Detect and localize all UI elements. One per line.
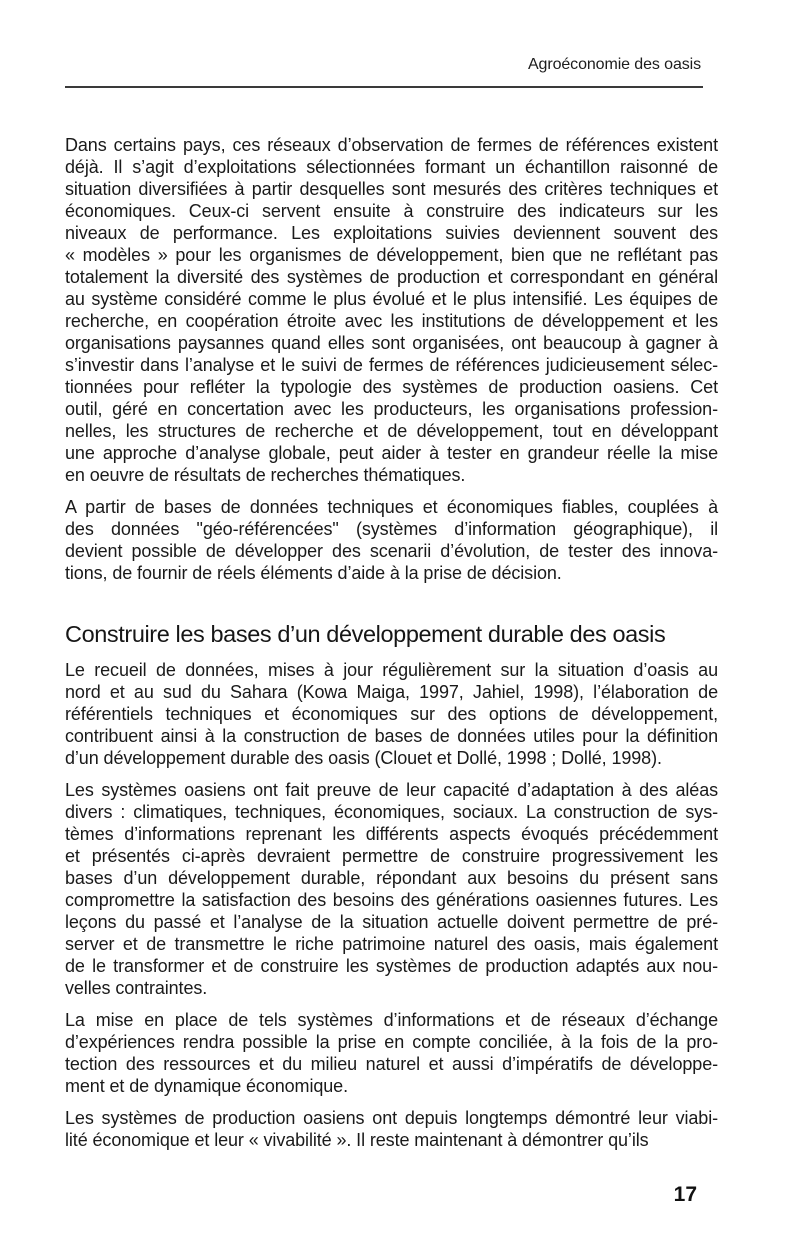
text-line: s’investir dans l’analyse et le suivi de fermes de références judicieusement sélec- [65, 355, 718, 375]
text-line: nord et au sud du Sahara (Kowa Maiga, 1997, Jahiel, 1998), l’élaboration de [65, 682, 718, 702]
text-line: ment et de dynamique économique. [65, 1076, 348, 1096]
text-line: A partir de bases de données techniques et économiques fiables, couplées à [65, 497, 718, 517]
text-line: La mise en place de tels systèmes d’informations et de réseaux d’échange [65, 1010, 718, 1030]
text-line: et présentés ci-après devraient permettre de construire progressivement les [65, 846, 718, 866]
text-line: Dans certains pays, ces réseaux d’observation de fermes de références existent [65, 135, 718, 155]
text-line: « modèles » pour les organismes de développement, bien que ne reflétant pas [65, 245, 718, 265]
text-line: des données "géo-référencées" (systèmes d’information géographique), il [65, 519, 718, 539]
text-line: d’expériences rendra possible la prise en compte conciliée, à la fois de la pro- [65, 1032, 718, 1052]
text-line: tionnées pour refléter la typologie des systèmes de production oasiens. Cet [65, 377, 718, 397]
page-body [65, 134, 718, 1161]
text-line: server et de transmettre le riche patrimoine naturel des oasis, mais également [65, 934, 718, 954]
text-line: référentiels techniques et économiques sur des options de développement, [65, 704, 718, 724]
text-line: devient possible de développer des scenarii d’évolution, de tester des innova- [65, 541, 718, 561]
text-line: économiques. Ceux-ci servent ensuite à construire des indicateurs sur les [65, 201, 718, 221]
text-line: au système considéré comme le plus évolué et le plus intensifié. Les équipes de [65, 289, 718, 309]
paragraph [65, 496, 718, 584]
text-line: totalement la diversité des systèmes de production et correspondant en général [65, 267, 718, 287]
running-header-title: Agroéconomie des oasis [527, 56, 701, 73]
text-line: leçons du passé et l’analyse de la situation actuelle doivent permettre de pré- [65, 912, 718, 932]
text-line: organisations paysannes quand elles sont organisées, ont beaucoup à gagner à [65, 333, 718, 353]
text-line: velles contraintes. [65, 978, 208, 998]
text-line: recherche, en coopération étroite avec les institutions de développement et les [65, 311, 718, 331]
text-line: déjà. Il s’agit d’exploitations sélectionnées formant un échantillon raisonné de [65, 157, 718, 177]
text-line: Le recueil de données, mises à jour régulièrement sur la situation d’oasis au [65, 660, 718, 680]
page-number: 17 [673, 1183, 697, 1206]
text-line: bases d’un développement durable, répondant aux besoins du présent sans [65, 868, 718, 888]
paragraph [65, 1009, 718, 1097]
text-line: de le transformer et de construire les systèmes de production adaptés aux nou- [65, 956, 718, 976]
text-line: niveaux de performance. Les exploitations suivies deviennent souvent des [65, 223, 718, 243]
text-line: outil, géré en concertation avec les producteurs, les organisations profession- [65, 399, 718, 419]
paragraph [65, 659, 718, 769]
paragraph [65, 134, 718, 486]
text-line: divers : climatiques, techniques, économiques, sociaux. La construction de sys- [65, 802, 718, 822]
text-line: une approche d’analyse globale, peut aider à tester en grandeur réelle la mise [65, 443, 718, 463]
text-line: contribuent ainsi à la construction de bases de données utiles pour la définition [65, 726, 718, 746]
header-rule [65, 86, 703, 88]
text-line: Les systèmes de production oasiens ont depuis longtemps démontré leur viabi- [65, 1108, 718, 1128]
text-line: tection des ressources et du milieu naturel et aussi d’impératifs de développe- [65, 1054, 718, 1074]
paragraph [65, 779, 718, 999]
text-line: situation diversifiées à partir desquelles sont mesurés des critères techniques et [65, 179, 718, 199]
text-line: compromettre la satisfaction des besoins des générations oasiennes futures. Les [65, 890, 718, 910]
text-line: d’un développement durable des oasis (Clouet et Dollé, 1998 ; Dollé, 1998). [65, 748, 662, 768]
section-heading: Construire les bases d’un développement durable des oasis [65, 621, 666, 647]
paragraph [65, 1107, 718, 1151]
text-line: nelles, les structures de recherche et de développement, tout en développant [65, 421, 718, 441]
text-line: Les systèmes oasiens ont fait preuve de leur capacité d’adaptation à des aléas [65, 780, 718, 800]
text-line: tèmes d’informations reprenant les différents aspects évoqués précédemment [65, 824, 718, 844]
text-line: lité économique et leur « vivabilité ». Il reste maintenant à démontrer qu’ils [65, 1130, 649, 1150]
text-line: tions, de fournir de réels éléments d’aide à la prise de décision. [65, 563, 562, 583]
text-line: en oeuvre de résultats de recherches thématiques. [65, 465, 466, 485]
